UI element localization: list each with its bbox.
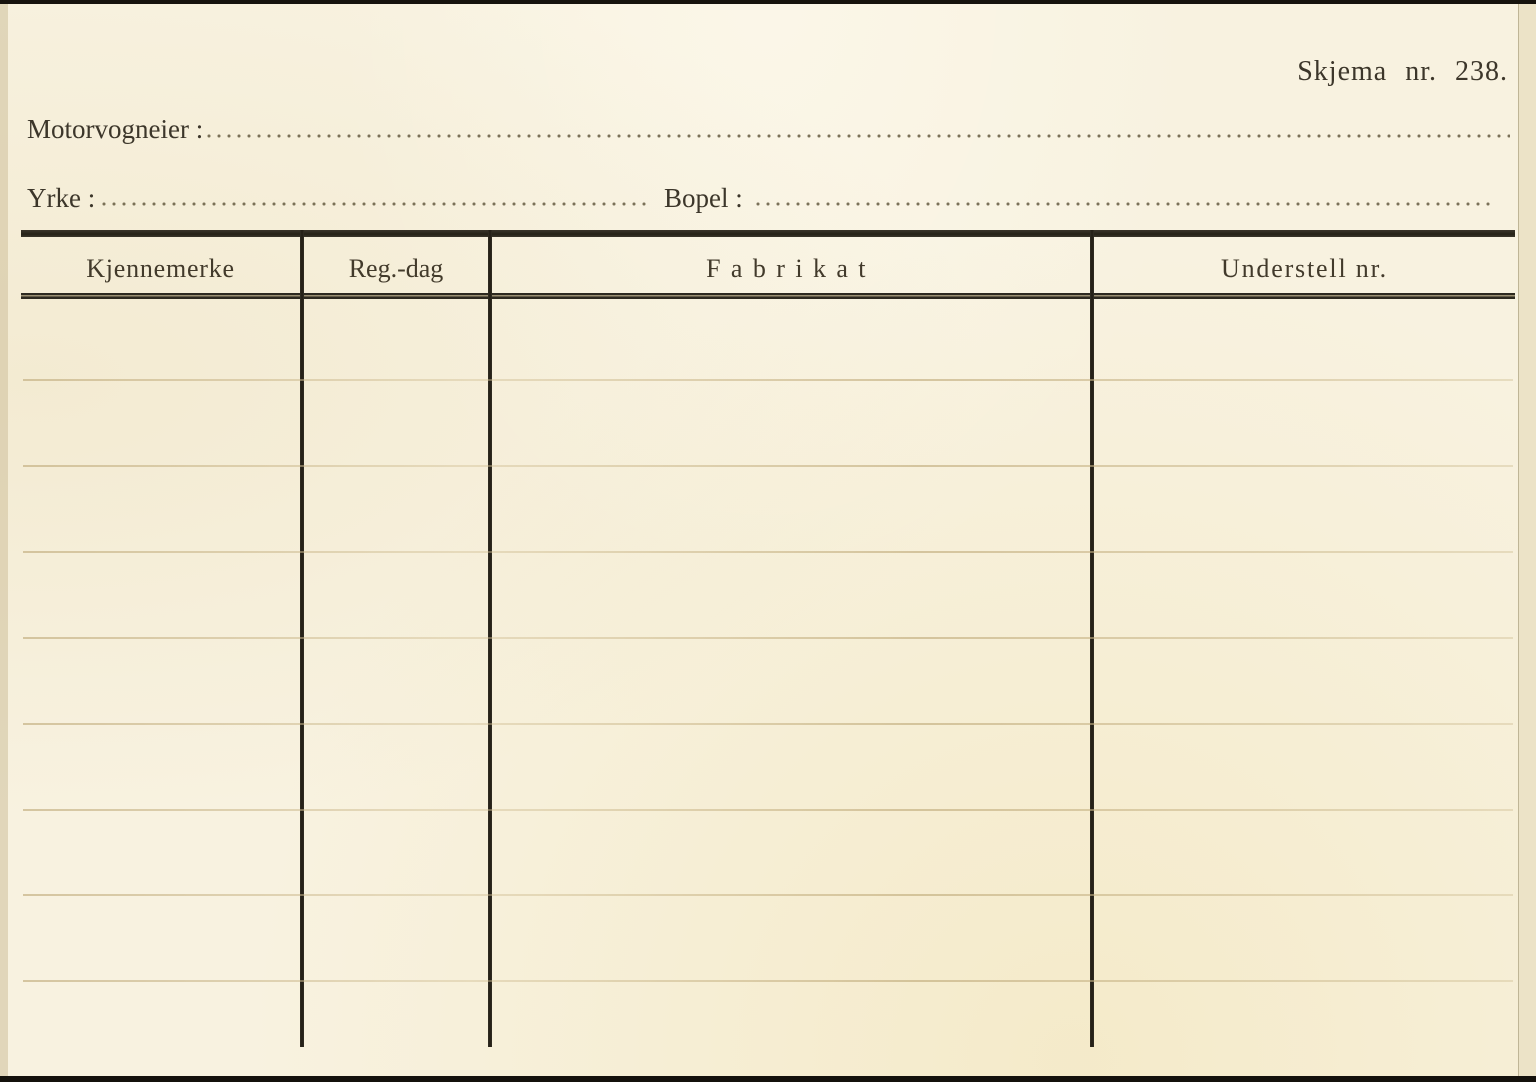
row-rule-line — [23, 723, 1513, 725]
column-header-fabrikat: Fabrikat — [706, 254, 876, 283]
owner-fill-line — [207, 134, 1510, 138]
table-top-border — [21, 230, 1515, 237]
occupation-fill-line — [102, 202, 650, 206]
row-rule-line — [23, 809, 1513, 811]
scan-edge-left — [0, 4, 8, 1076]
scan-edge-top — [0, 0, 1536, 4]
row-rule-line — [23, 894, 1513, 896]
scan-edge-right — [1518, 4, 1536, 1076]
row-rule-line — [23, 465, 1513, 467]
occupation-label: Yrke : — [27, 183, 96, 213]
row-rule-line — [23, 980, 1513, 982]
column-header-kjennemerke: Kjennemerke — [86, 254, 235, 283]
column-header-reg-dag: Reg.-dag — [348, 254, 444, 283]
owner-label: Motorvogneier : — [27, 114, 204, 144]
residence-fill-line — [756, 202, 1490, 206]
table-header-bottom-border — [21, 293, 1515, 299]
row-rule-line — [23, 551, 1513, 553]
residence-label: Bopel : — [664, 183, 743, 213]
scan-edge-bottom — [0, 1076, 1536, 1082]
column-header-understell-nr: Understell nr. — [1220, 254, 1388, 283]
form-number: Skjema nr. 238. — [1297, 56, 1508, 87]
row-rule-line — [23, 637, 1513, 639]
row-rule-line — [23, 379, 1513, 381]
